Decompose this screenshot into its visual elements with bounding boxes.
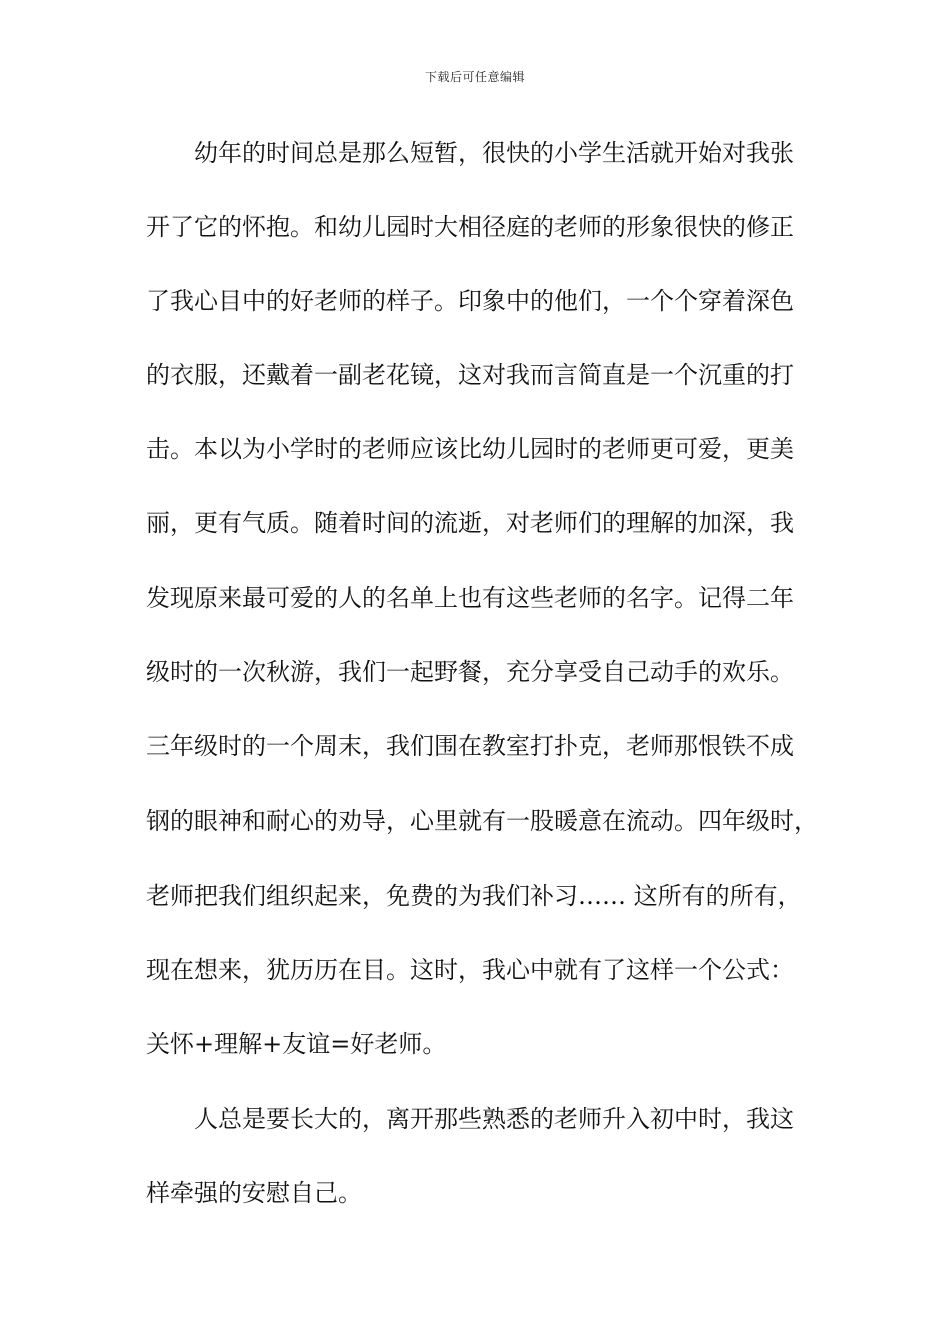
paragraph-line: 丽，更有气质。随着时间的流逝，对老师们的理解的加深，我 xyxy=(146,509,794,537)
paragraph-line: 的衣服，还戴着一副老花镜，这对我而言简直是一个沉重的打 xyxy=(146,361,794,389)
paragraph-line: 现在想来，犹历历在目。这时，我心中就有了这样一个公式： xyxy=(146,956,794,984)
paragraph-line: 三年级时的一个周末，我们围在教室打扑克，老师那恨铁不成 xyxy=(146,732,794,760)
paragraph-line: 了我心目中的好老师的样子。印象中的他们，一个个穿着深色 xyxy=(146,287,794,315)
paragraph-line: 样牵强的安慰自己。 xyxy=(146,1179,362,1207)
paragraph-line: 钢的眼神和耐心的劝导，心里就有一股暖意在流动。四年级时， xyxy=(146,807,818,835)
paragraph-line: 老师把我们组织起来，免费的为我们补习…… 这所有的所有， xyxy=(146,882,802,910)
paragraph-line: 关怀+理解+友谊=好老师。 xyxy=(146,1030,447,1058)
paragraph-line: 人总是要长大的，离开那些熟悉的老师升入初中时，我这 xyxy=(194,1105,794,1133)
paragraph-line: 开了它的怀抱。和幼儿园时大相径庭的老师的形象很快的修正 xyxy=(146,213,794,241)
paragraph-line: 级时的一次秋游，我们一起野餐，充分享受自己动手的欢乐。 xyxy=(146,658,794,686)
paragraph-line: 发现原来最可爱的人的名单上也有这些老师的名字。记得二年 xyxy=(146,584,794,612)
paragraph-line: 幼年的时间总是那么短暂，很快的小学生活就开始对我张 xyxy=(194,139,794,167)
paragraph-line: 击。本以为小学时的老师应该比幼儿园时的老师更可爱，更美 xyxy=(146,435,794,463)
page-header: 下载后可任意编辑 xyxy=(424,70,525,84)
